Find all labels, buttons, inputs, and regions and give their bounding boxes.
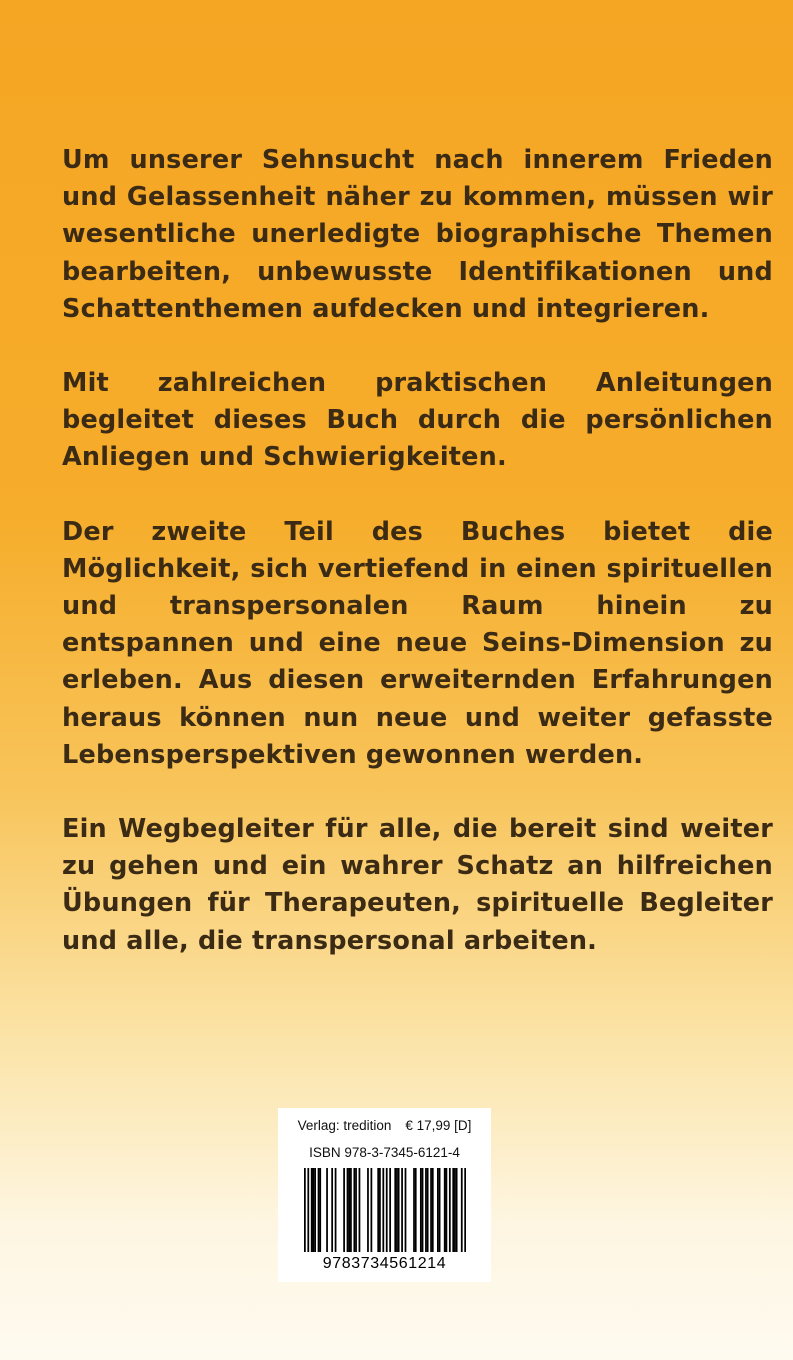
blurb-paragraph-1: Um unserer Sehnsucht nach innerem Frieden und Gelassenheit näher zu kommen, müssen wir wesentliche unerledigte biographische Themen bearbeiten, unbewusste Identifikationen und Schattenthemen aufdecken und integrieren. [62, 145, 773, 324]
barcode-bar [311, 1168, 313, 1252]
barcode-bar [348, 1168, 350, 1252]
barcode-bar [464, 1168, 466, 1252]
publisher-price-line [278, 1118, 491, 1133]
barcode-image [304, 1168, 466, 1252]
barcode-bar [425, 1168, 427, 1252]
price-label: € 17,99 [D] [405, 1118, 472, 1133]
barcode-bar [405, 1168, 407, 1252]
barcode-bar [446, 1168, 448, 1252]
blurb-paragraph-3: Der zweite Teil des Buches bietet die Möglichkeit, sich vertiefend in einen spirituellen und transpersonalen Raum hinein zu entspannen und eine neue Seins-Dimension zu erleben. Aus diesen erweiternden Erfahrungen heraus können nun neue und weiter gefasste Lebensperspektiven gewonnen werden. [62, 516, 773, 770]
barcode-bar [343, 1168, 345, 1252]
barcode-bar [367, 1168, 369, 1252]
barcode-bar [331, 1168, 333, 1252]
barcode-bar [430, 1168, 432, 1252]
barcode-bar [427, 1168, 429, 1252]
isbn-label: ISBN 978-3-7345-6121-4 [309, 1145, 460, 1160]
barcode-bar [415, 1168, 417, 1252]
barcode-bar [444, 1168, 446, 1252]
barcode-number: 9783734561214 [322, 1255, 447, 1272]
barcode-bar [314, 1168, 316, 1252]
barcode-bar [347, 1168, 349, 1252]
barcode-bar [422, 1168, 424, 1252]
barcode-bar [350, 1168, 352, 1252]
barcode-bar [413, 1168, 415, 1252]
barcode-bar [371, 1168, 373, 1252]
barcode-bar [382, 1168, 384, 1252]
barcode-bar [449, 1168, 451, 1252]
barcode-bar [386, 1168, 388, 1252]
barcode-bar [359, 1168, 361, 1252]
barcode-bar [319, 1168, 321, 1252]
isbn-barcode-box [278, 1108, 491, 1282]
blurb-text [62, 142, 773, 997]
barcode-bar [335, 1168, 337, 1252]
barcode-bar [307, 1168, 309, 1252]
barcode-bar [420, 1168, 422, 1252]
barcode-bar [454, 1168, 456, 1252]
barcode-bar [355, 1168, 357, 1252]
barcode-bar [432, 1168, 434, 1252]
barcode-bar [304, 1168, 306, 1252]
barcode-bar [353, 1168, 355, 1252]
barcode-bar [452, 1168, 454, 1252]
barcode-bar [396, 1168, 398, 1252]
barcode-bar [437, 1168, 439, 1252]
barcode-bar [394, 1168, 396, 1252]
barcode-bar [461, 1168, 463, 1252]
publisher-label: Verlag: tredition [297, 1118, 392, 1133]
barcode-bar [318, 1168, 320, 1252]
barcode-bar [389, 1168, 391, 1252]
barcode-bar [326, 1168, 328, 1252]
barcode-bar [313, 1168, 315, 1252]
blurb-paragraph-4: Ein Wegbegleiter für alle, die bereit sind weiter zu gehen und ein wahrer Schatz an hilfreichen Übungen für Therapeuten, spirituelle Begleiter und alle, die transpersonal arbeiten. [62, 814, 773, 956]
barcode-bar [377, 1168, 379, 1252]
barcode-bar [398, 1168, 400, 1252]
barcode-bar [439, 1168, 441, 1252]
barcode-bar [379, 1168, 381, 1252]
blurb-paragraph-2: Mit zahlreichen praktischen Anleitungen begleitet dieses Buch durch die persönlichen Anliegen und Schwierigkeiten. [62, 368, 773, 473]
barcode-bar [456, 1168, 458, 1252]
barcode-bar [401, 1168, 403, 1252]
